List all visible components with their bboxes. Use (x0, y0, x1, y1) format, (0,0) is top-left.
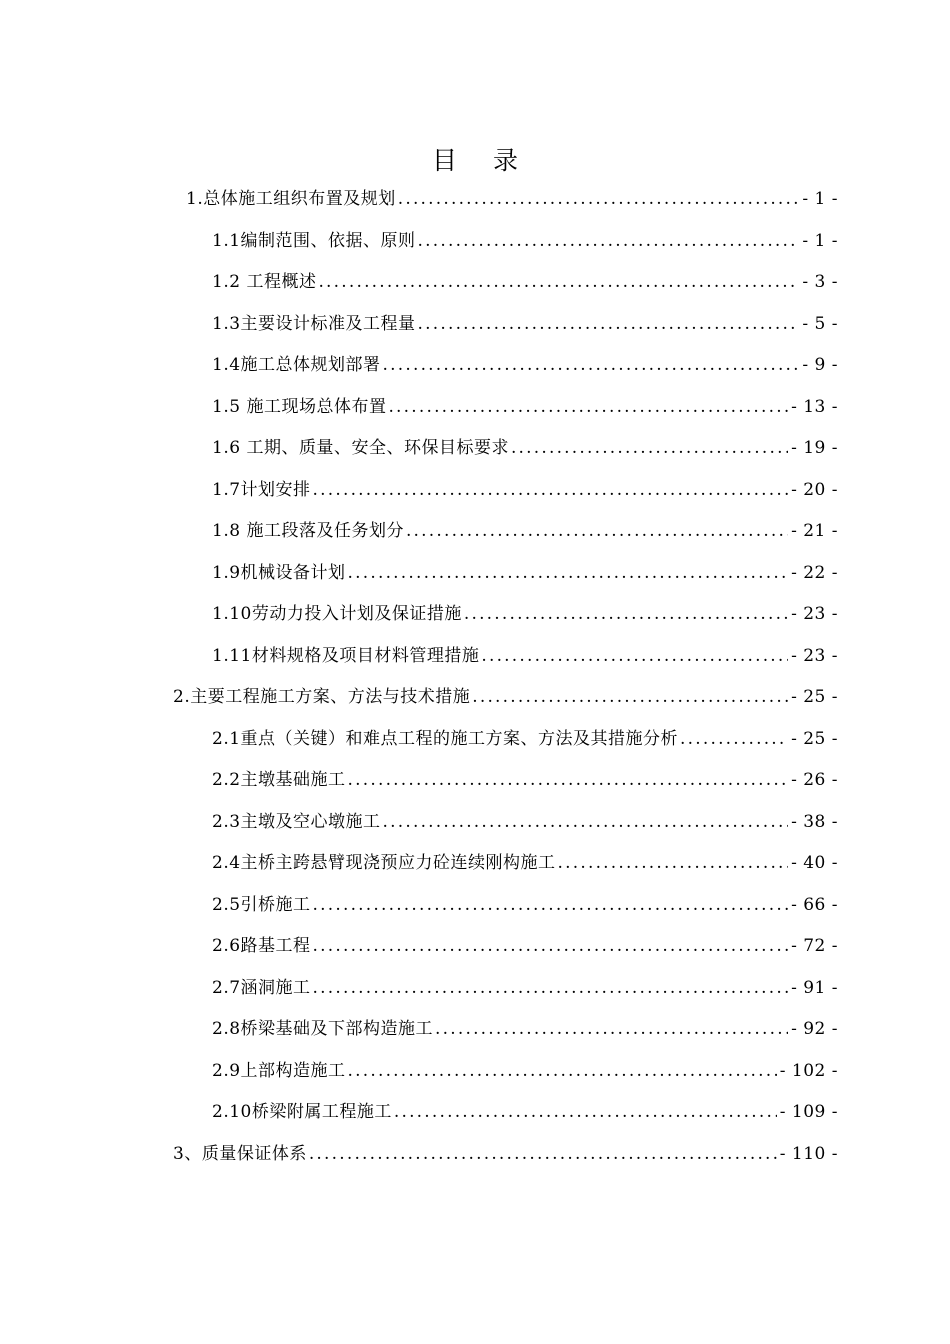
toc-entry-label: 1.总体施工组织布置及规划 (186, 189, 396, 209)
toc-dot-leader (383, 808, 789, 836)
toc-dot-leader (348, 559, 789, 587)
toc-entry-page-number: - 23 - (791, 604, 838, 624)
toc-entry-page-number: - 13 - (791, 396, 838, 417)
toc-entry-label: 1.5 施工现场总体布置 (212, 396, 387, 417)
toc-entry[interactable] (212, 600, 838, 628)
toc-entry-label: 1.9机械设备计划 (212, 562, 346, 583)
toc-entry-page-number: - 21 - (791, 521, 838, 541)
toc-entry-page-number: - 5 - (802, 313, 838, 334)
toc-title: 目 录 (432, 146, 532, 175)
toc-dot-leader (348, 1057, 777, 1085)
toc-dot-leader (418, 310, 800, 338)
toc-entry[interactable] (212, 766, 838, 794)
toc-entry-label: 2.7涵洞施工 (212, 977, 311, 998)
toc-entry-label: 2.3主墩及空心墩施工 (212, 811, 381, 832)
toc-entry-label: 2.8桥梁基础及下部构造施工 (212, 1019, 434, 1039)
toc-entry-page-number: - 110 - (779, 1143, 838, 1164)
toc-entry-label: 1.3主要设计标准及工程量 (212, 313, 416, 334)
toc-entry-label: 1.8 施工段落及任务划分 (212, 521, 404, 541)
toc-entry-label: 1.6 工期、质量、安全、环保目标要求 (212, 438, 509, 458)
toc-entry[interactable] (173, 683, 838, 711)
toc-dot-leader (309, 1140, 777, 1168)
toc-entry-label: 3、质量保证体系 (173, 1143, 307, 1164)
toc-dot-leader (680, 725, 788, 753)
toc-dot-leader (558, 849, 789, 877)
toc-entry-label: 2.1重点（关键）和难点工程的施工方案、方法及其措施分析 (212, 728, 679, 749)
toc-entry-page-number: - 25 - (791, 687, 838, 707)
toc-dot-leader (383, 351, 800, 379)
toc-dot-leader (472, 683, 788, 711)
toc-entry-label: 1.10劳动力投入计划及保证措施 (212, 604, 462, 624)
toc-entry-label: 2.主要工程施工方案、方法与技术措施 (173, 687, 471, 707)
toc-entry[interactable] (212, 310, 838, 338)
toc-entry[interactable] (212, 393, 838, 421)
toc-dot-leader (394, 1098, 777, 1126)
toc-entry-page-number: - 1 - (802, 230, 838, 251)
toc-entry[interactable] (212, 932, 838, 960)
toc-entry-page-number: - 25 - (791, 728, 838, 749)
toc-entry-label: 1.7计划安排 (212, 479, 311, 500)
toc-dot-leader (348, 766, 789, 794)
toc-dot-leader (406, 517, 788, 545)
toc-entry-page-number: - 26 - (791, 770, 838, 790)
toc-entry[interactable] (212, 268, 838, 296)
toc-entry-label: 1.11材料规格及项目材料管理措施 (212, 645, 480, 666)
toc-dot-leader (313, 476, 789, 504)
toc-entry[interactable] (212, 891, 838, 919)
toc-entry-label: 2.5引桥施工 (212, 894, 311, 915)
toc-entry[interactable] (212, 517, 838, 545)
toc-entry-label: 2.4主桥主跨悬臂现浇预应力砼连续刚构施工 (212, 853, 556, 873)
toc-dot-leader (313, 932, 789, 960)
toc-entry-label: 1.1编制范围、依据、原则 (212, 230, 416, 251)
toc-entry-page-number: - 102 - (779, 1060, 838, 1081)
toc-entry-page-number: - 40 - (791, 853, 838, 873)
toc-dot-leader (388, 393, 788, 421)
toc-dot-leader (318, 268, 799, 296)
toc-entry-page-number: - 9 - (802, 355, 838, 375)
toc-dot-leader (481, 642, 788, 670)
toc-entry-page-number: - 92 - (791, 1019, 838, 1039)
toc-entry[interactable] (212, 434, 838, 462)
toc-entry-page-number: - 19 - (791, 438, 838, 458)
toc-dot-leader (418, 227, 800, 255)
toc-entry[interactable] (212, 725, 838, 753)
toc-entry[interactable] (212, 1015, 838, 1043)
toc-entry-label: 2.9上部构造施工 (212, 1060, 346, 1081)
toc-dot-leader (313, 891, 789, 919)
toc-entry-page-number: - 3 - (802, 272, 838, 292)
toc-entry[interactable] (212, 1098, 838, 1126)
toc-entry-page-number: - 38 - (791, 811, 838, 832)
toc-entry[interactable] (212, 849, 838, 877)
toc-entry-page-number: - 91 - (791, 977, 838, 998)
toc-entry-label: 2.6路基工程 (212, 936, 311, 956)
toc-entry[interactable] (212, 559, 838, 587)
toc-entry-page-number: - 23 - (791, 645, 838, 666)
toc-entry[interactable] (212, 974, 838, 1002)
toc-entry-label: 1.4施工总体规划部署 (212, 355, 381, 375)
toc-entry-label: 2.10桥梁附属工程施工 (212, 1102, 392, 1122)
toc-dot-leader (398, 185, 800, 213)
toc-entry[interactable] (212, 1057, 838, 1085)
toc-entry-page-number: - 22 - (791, 562, 838, 583)
toc-dot-leader (464, 600, 788, 628)
toc-entry-page-number: - 109 - (779, 1102, 838, 1122)
toc-entry-page-number: - 72 - (791, 936, 838, 956)
toc-entry-page-number: - 1 - (802, 189, 838, 209)
toc-entry[interactable] (212, 808, 838, 836)
toc-entry-label: 1.2 工程概述 (212, 272, 317, 292)
toc-entry[interactable] (212, 351, 838, 379)
toc-entry[interactable] (212, 476, 838, 504)
toc-entry[interactable] (212, 642, 838, 670)
toc-dot-leader (435, 1015, 788, 1043)
toc-entry[interactable] (186, 185, 838, 213)
toc-entry-page-number: - 66 - (791, 894, 838, 915)
toc-dot-leader (511, 434, 788, 462)
toc-entry-page-number: - 20 - (791, 479, 838, 500)
toc-dot-leader (313, 974, 789, 1002)
toc-entry[interactable] (212, 227, 838, 255)
toc-entry-label: 2.2主墩基础施工 (212, 770, 346, 790)
toc-entry[interactable] (173, 1140, 838, 1168)
